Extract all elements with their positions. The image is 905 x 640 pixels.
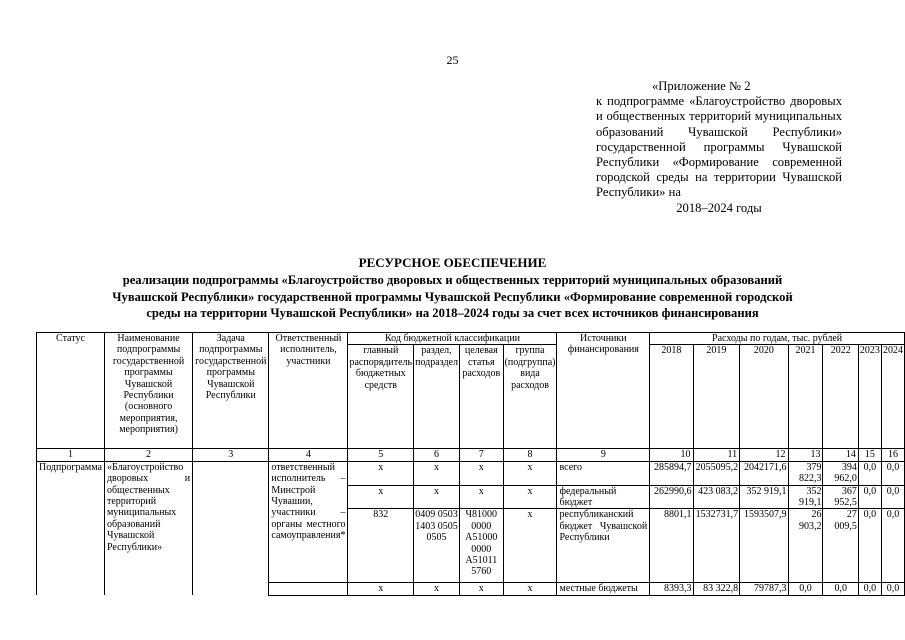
chief-cell: 832 xyxy=(348,509,414,583)
column-number: 1 xyxy=(37,449,105,461)
column-number: 6 xyxy=(414,449,460,461)
value-cell: 0,0 xyxy=(881,485,904,509)
status-cell: Подпрограмма xyxy=(37,461,105,595)
group-cell: x xyxy=(503,509,557,583)
target-cell: Ч81000 0000 А51000 0000 А51011 5760 xyxy=(459,509,503,583)
section-cell: x xyxy=(414,485,460,509)
header-year: 2018 xyxy=(650,345,693,449)
value-cell: 0,0 xyxy=(858,583,881,595)
value-cell: 423 083,2 xyxy=(693,485,740,509)
value-cell: 0,0 xyxy=(881,461,904,485)
header-name: Наименование подпрограммы государственной программы Чувашской Республики (основного мероприятия, мероприятия) xyxy=(104,333,192,449)
header-year: 2022 xyxy=(823,345,858,449)
column-number: 7 xyxy=(459,449,503,461)
subtitle-line-1: реализации подпрограммы «Благоустройство дворовых и общественных территорий муниципальных образований xyxy=(122,273,783,287)
value-cell: 0,0 xyxy=(788,583,823,595)
appendix-block xyxy=(596,79,842,216)
value-cell: 27 009,5 xyxy=(823,509,858,583)
value-cell: 352 919,1 xyxy=(788,485,823,509)
column-number: 2 xyxy=(104,449,192,461)
header-target: целевая статья расходов xyxy=(459,345,503,449)
document-title: РЕСУРСНОЕ ОБЕСПЕЧЕНИЕ xyxy=(358,255,547,270)
header-chief: главный распорядитель бюджетных средств xyxy=(348,345,414,449)
value-cell: 1532731,7 xyxy=(693,509,740,583)
source-cell: всего xyxy=(557,461,650,485)
header-expenses: Расходы по годам, тыс. рублей xyxy=(650,333,905,345)
column-numbers-row xyxy=(37,449,905,461)
appendix-years: 2018–2024 годы xyxy=(676,200,762,215)
subprogram-name-cell: «Благоустройство дворовых и общественных территорий муниципальных образований Чувашской Республики» xyxy=(104,461,192,595)
header-year: 2020 xyxy=(740,345,788,449)
section-cell: x xyxy=(414,461,460,485)
column-number: 14 xyxy=(823,449,858,461)
value-cell: 79787,3 xyxy=(740,583,788,595)
column-number: 9 xyxy=(557,449,650,461)
column-number: 5 xyxy=(348,449,414,461)
header-year: 2023 xyxy=(858,345,881,449)
appendix-text: к подпрограмме «Благоустройство дворовых и общественных территорий муниципальных образований Чувашской Республики» государственной программы Чувашской Республики «Формирование современной городской среды на территории Чувашской Республики» на xyxy=(596,94,842,200)
value-cell: 285894,7 xyxy=(650,461,693,485)
chief-cell: x xyxy=(348,461,414,485)
section-cell: 0409 0503 1403 0505 0505 xyxy=(414,509,460,583)
value-cell: 26 903,2 xyxy=(788,509,823,583)
document-subtitle xyxy=(60,272,845,322)
value-cell: 0,0 xyxy=(858,461,881,485)
value-cell: 8393,3 xyxy=(650,583,693,595)
target-cell: x xyxy=(459,485,503,509)
column-number: 15 xyxy=(858,449,881,461)
source-cell: местные бюджеты xyxy=(557,583,650,595)
column-number: 3 xyxy=(193,449,269,461)
value-cell: 0,0 xyxy=(823,583,858,595)
value-cell: 1593507,9 xyxy=(740,509,788,583)
value-cell: 0,0 xyxy=(858,485,881,509)
value-cell: 2042171,6 xyxy=(740,461,788,485)
header-status: Статус xyxy=(37,333,105,449)
header-task: Задача подпрограммы государственной программы Чувашской Республики xyxy=(193,333,269,449)
value-cell: 352 919,1 xyxy=(740,485,788,509)
appendix-heading: «Приложение № 2 xyxy=(652,79,751,93)
column-number: 8 xyxy=(503,449,557,461)
page-number: 25 xyxy=(446,53,459,67)
group-cell: x xyxy=(503,461,557,485)
value-cell: 0,0 xyxy=(881,583,904,595)
column-number: 11 xyxy=(693,449,740,461)
value-cell: 379 822,3 xyxy=(788,461,823,485)
column-number: 12 xyxy=(740,449,788,461)
header-budget-code: Код бюджетной классификации xyxy=(348,333,557,345)
chief-cell: x xyxy=(348,583,414,595)
executor-cell: ответственный исполнитель – Минстрой Чувашии, участники – органы местного самоуправления* xyxy=(269,461,348,583)
source-cell: республиканский бюджет Чувашской Республики xyxy=(557,509,650,583)
value-cell: 0,0 xyxy=(858,509,881,583)
column-number: 16 xyxy=(881,449,904,461)
target-cell: x xyxy=(459,583,503,595)
header-executor: Ответственный исполнитель, участники xyxy=(269,333,348,449)
source-cell: федеральный бюджет xyxy=(557,485,650,509)
subtitle-line-2: Чувашской Республики» государственной программы Чувашской Республики «Формирование современной городской xyxy=(112,289,793,304)
value-cell: 394 962,0 xyxy=(823,461,858,485)
header-row-1 xyxy=(37,333,905,345)
value-cell: 0,0 xyxy=(881,509,904,583)
column-number: 10 xyxy=(650,449,693,461)
header-section: раздел, подраздел xyxy=(414,345,460,449)
value-cell: 262990,6 xyxy=(650,485,693,509)
value-cell: 2055095,2 xyxy=(693,461,740,485)
header-year: 2024 xyxy=(881,345,904,449)
subtitle-line-3: среды на территории Чувашской Республики» на 2018–2024 годы за счет всех источников финансирования xyxy=(146,306,759,320)
value-cell: 8801,1 xyxy=(650,509,693,583)
task-cell xyxy=(193,461,269,595)
table-row xyxy=(37,461,905,485)
chief-cell: x xyxy=(348,485,414,509)
executor-cell-empty xyxy=(269,583,348,595)
target-cell: x xyxy=(459,461,503,485)
section-cell: x xyxy=(414,583,460,595)
header-sources: Источники финансирования xyxy=(557,333,650,449)
group-cell: x xyxy=(503,583,557,595)
resources-table xyxy=(36,332,905,596)
header-year: 2019 xyxy=(693,345,740,449)
column-number: 4 xyxy=(269,449,348,461)
value-cell: 367 952,5 xyxy=(823,485,858,509)
header-year: 2021 xyxy=(788,345,823,449)
value-cell: 83 322,8 xyxy=(693,583,740,595)
group-cell: x xyxy=(503,485,557,509)
header-group: группа (подгруппа) вида расходов xyxy=(503,345,557,449)
column-number: 13 xyxy=(788,449,823,461)
